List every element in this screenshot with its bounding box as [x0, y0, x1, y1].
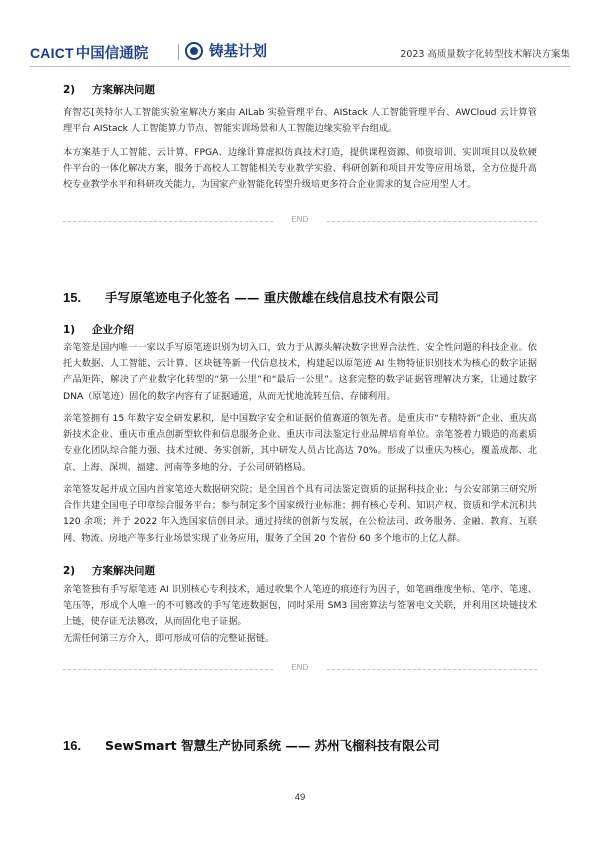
subsection-title: 企业介绍 [92, 324, 134, 336]
paragraph-text: 育智芯[英特尔人工智能实验室解决方案由 AILab 实验管理平台、AIStack 人工智能管理平台、AWCloud 云计算管理平台 AIStack 人工智能算力节点、智能实训场景和人工智能边缘实验平台组成。 [63, 107, 537, 135]
subsection-title: 方案解决问题 [92, 84, 155, 96]
paragraph-text: 亲笔签发起并成立国内首家笔迹大数据研究院；是全国首个具有司法鉴定资质的证据科技企业；与公安部第三研究所合作共建全国电子印章综合服务平台；参与制定多个国家级行业标准；拥有核心专利、知识产权、资质和学术沉积共 120 余项；并于 2022 年入选国家信创目录。通过持续的创新与发展，在公检法司、政务服务、金融、教育、互联网、物流、房地产等多行业场景实现了业务应用，服务了全国 20 个省份 60 多个地市的上亿人群。 [63, 484, 537, 544]
paragraph-text: 本方案基于人工智能、云计算、FPGA、边缘计算虚拟仿真技术打造，提供课程资源、师资培训、实训项目以及软硬件平台的一体化解决方案，服务于高校人工智能相关专业教学实验、科研创新和项目开发等应用场景，全方位提升高校专业教学水平和科研攻关能力，为国家产业智能化转型升级培更多符合企业需求的复合应用型人才。 [63, 147, 537, 191]
zhuji-logo-text: 铸基计划 [209, 44, 267, 60]
paragraph-text: 亲笔签拥有 15 年数字安全研发累积，是中国数字安全和证据价值赛道的领先者。是重庆市“专精特新”企业、重庆高新技术企业、重庆市重点创新型软件和信息服务企业、重庆市司法鉴定行业品牌培育单位。亲笔签着力锻造的高素质专业化团队综合能力强、技术过硬、务实创新，其中研发人员占比高达 70%。形成了以重庆为核心，覆盖成都、北京、上海、深圳、福建、河南等多地的分、子公司研销格局。 [63, 413, 537, 473]
subsection-heading [63, 563, 155, 578]
body-paragraph [63, 582, 537, 647]
page-number: 49 [294, 792, 306, 803]
logo-divider [178, 44, 179, 60]
section-heading [63, 288, 439, 306]
subsection-number: 1) [63, 324, 76, 336]
header-divider [30, 66, 570, 67]
subsection-heading [63, 322, 134, 337]
document-title: 2023 高质量数字化转型技术解决方案集 [400, 49, 570, 60]
section-title: SewSmart 智慧生产协同系统 —— 苏州飞榴科技有限公司 [105, 738, 440, 753]
caict-logo-text: 中国信通院 [75, 46, 149, 62]
section-title: 手写原笔迹电子化签名 —— 重庆傲雄在线信息技术有限公司 [105, 290, 439, 305]
paragraph-text: 亲笔签独有手写原笔迹 AI 识别核心专利技术，通过收集个人笔迹的痕迹行为因子，如笔画维度坐标、笔序、笔速、笔压等，形成个人唯一的不可篡改的手写笔迹数据包，同时采用 SM3 国密算法与签署电文关联，并利用区块链技术上链，使存证无法篡改，从而固化电子证据。 [63, 584, 537, 628]
zhuji-logo [185, 40, 267, 61]
body-paragraph [63, 482, 537, 547]
subsection-heading [63, 82, 155, 97]
body-paragraph [63, 105, 537, 137]
body-paragraph [63, 411, 537, 476]
paragraph-text: 无需任何第三方介入，即可形成可信的完整证据链。 [63, 632, 275, 644]
paragraph-text: 亲笔签是国内唯一一家以手写原笔迹识别为切入口，致力于从源头解决数字世界合法性、安全性问题的科技企业。依托大数据、人工智能、云计算、区块链等新一代信息技术，构建起以原笔迹 AI 生物特征识别技术为核心的数字证据产品矩阵，解决了产业数字化转型的“第一公里”和“最后一公里”。这套完整的数字证据管理解决方案，让通过数字 DNA（原笔迹）固化的数字内容有了证据通道，从而无忧地流转互信、存储利用。 [63, 342, 537, 402]
caict-logo-mark: CAICT [30, 44, 74, 61]
section-end-divider [63, 663, 537, 675]
subsection-number: 2) [63, 84, 76, 96]
section-number: 15. [63, 290, 82, 305]
body-paragraph [63, 340, 537, 405]
section-end-divider [63, 215, 537, 227]
section-number: 16. [63, 738, 82, 753]
zhuji-logo-icon [185, 42, 203, 60]
page-header [0, 0, 600, 76]
end-marker: END [291, 215, 309, 224]
end-marker: END [291, 663, 309, 672]
caict-logo [30, 42, 148, 63]
subsection-number: 2) [63, 565, 76, 577]
body-paragraph [63, 145, 537, 194]
section-heading [63, 736, 440, 754]
subsection-title: 方案解决问题 [92, 565, 155, 577]
